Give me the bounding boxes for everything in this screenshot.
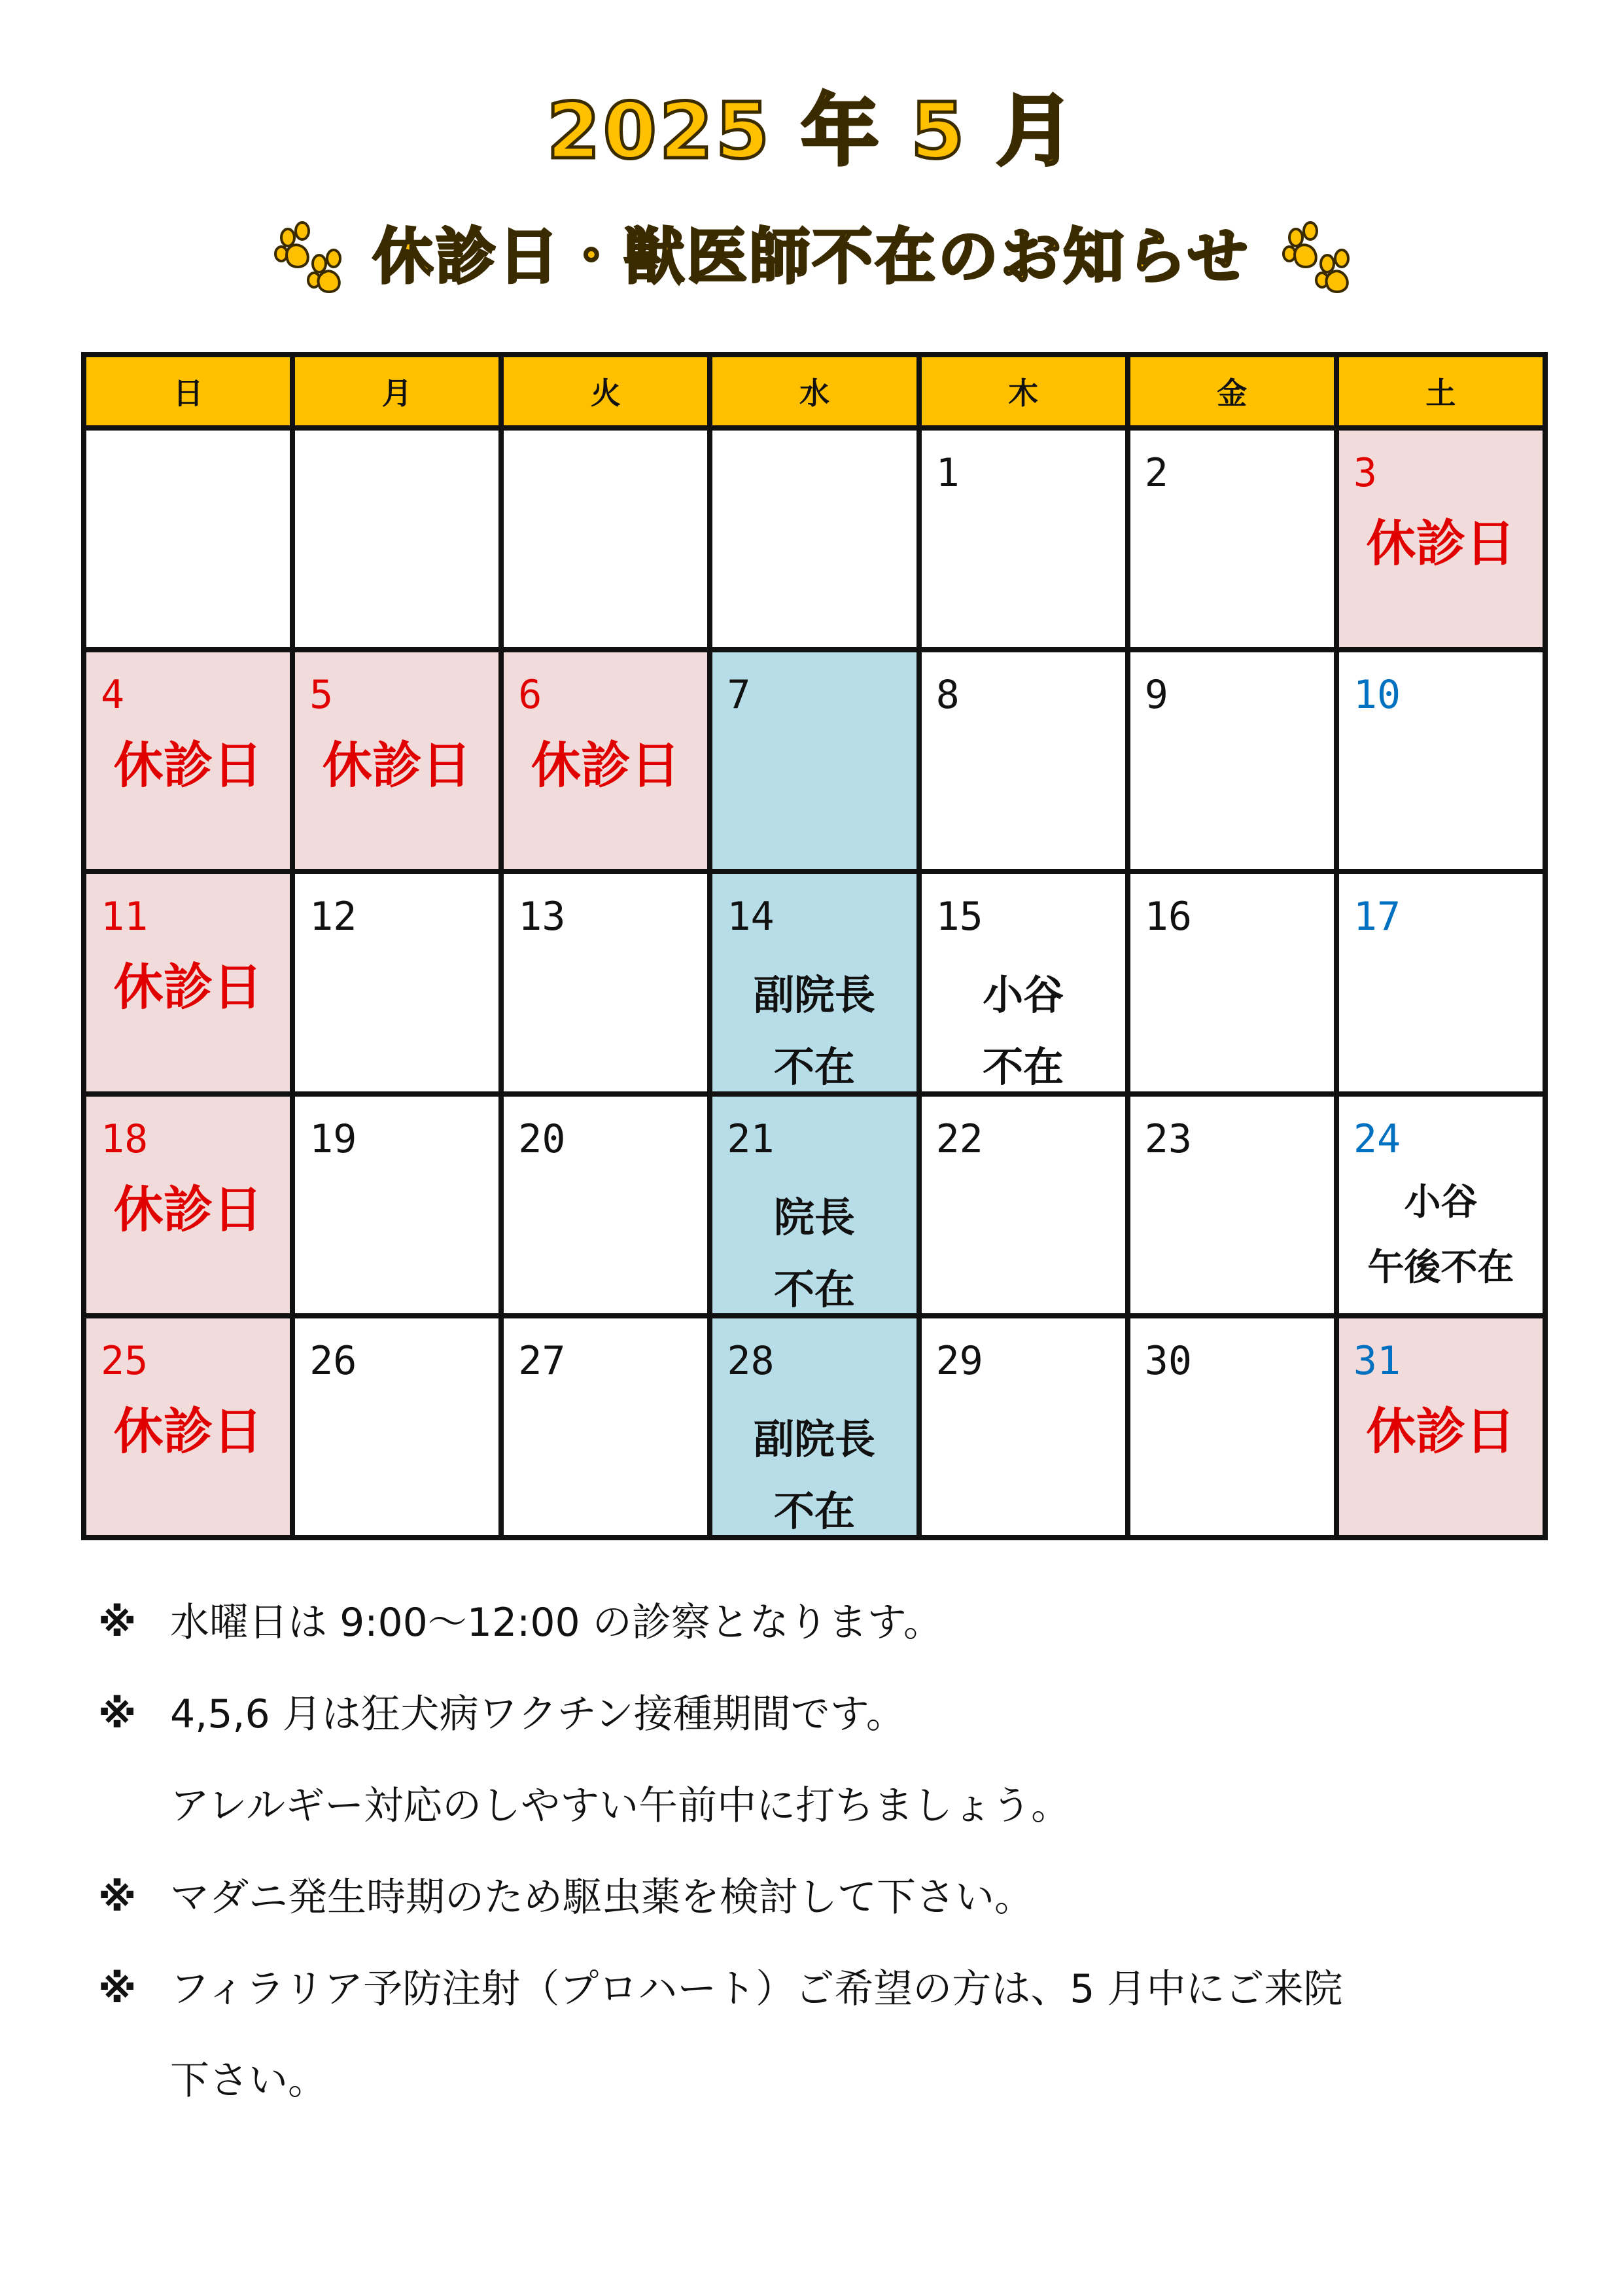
day-number: 6 (518, 672, 542, 718)
day-number: 17 (1353, 894, 1401, 940)
absence-note-line: 不在 (773, 1487, 855, 1535)
calendar-day-cell (86, 1097, 290, 1313)
calendar-day-cell (295, 874, 498, 1091)
calendar-grid (81, 352, 1548, 1540)
day-number: 8 (935, 672, 960, 718)
day-number: 27 (518, 1337, 566, 1384)
note-text: マダニ発生時期のため駆虫薬を検討して下さい。 (170, 1875, 1034, 1920)
absence-note (922, 959, 1125, 1091)
calendar-day-cell (86, 874, 290, 1091)
calendar-day-cell (712, 1318, 916, 1535)
day-number: 29 (935, 1337, 983, 1384)
calendar-day-cell (712, 874, 916, 1091)
day-number: 15 (935, 894, 983, 940)
note-line (98, 1871, 1034, 1924)
calendar-day-cell (504, 431, 707, 647)
calendar-day-cell (922, 874, 1125, 1091)
note-line (98, 1688, 905, 1740)
day-number: 4 (101, 672, 125, 718)
absence-note-line: 不在 (773, 1265, 855, 1313)
note-line (98, 1963, 1342, 2015)
absence-note (1339, 1170, 1543, 1301)
day-number: 21 (727, 1116, 775, 1162)
calendar-day-cell (1339, 1097, 1543, 1313)
day-number: 3 (1353, 450, 1377, 496)
calendar-day-cell (1130, 874, 1334, 1091)
closed-label: 休診日 (113, 958, 263, 1017)
closed-label: 休診日 (1366, 1402, 1516, 1460)
calendar-day-cell (1339, 652, 1543, 869)
calendar-day-cell (295, 652, 498, 869)
calendar-day-cell (1130, 431, 1334, 647)
closed-label: 休診日 (1366, 514, 1516, 573)
day-number: 26 (309, 1337, 357, 1384)
day-number: 10 (1353, 672, 1401, 718)
absence-note-line: 午後不在 (1367, 1246, 1514, 1289)
calendar-day-cell (1339, 1318, 1543, 1535)
closed-label: 休診日 (531, 736, 680, 795)
absence-note-line: 不在 (983, 1043, 1064, 1091)
calendar-day-cell (712, 652, 916, 869)
closed-label: 休診日 (113, 736, 263, 795)
day-number: 5 (309, 672, 334, 718)
note-line (98, 1780, 1070, 1832)
calendar-day-cell (86, 1318, 290, 1535)
calendar-day-cell (922, 1318, 1125, 1535)
note-text: 4,5,6 月は狂犬病ワクチン接種期間です。 (170, 1691, 905, 1737)
page-subtitle: 休診日・獣医師不在のお知らせ (372, 222, 1251, 292)
absence-note (712, 1404, 916, 1535)
day-number: 20 (518, 1116, 566, 1162)
note-mark: ※ (98, 1966, 137, 2012)
note-line (98, 2055, 327, 2107)
day-number: 2 (1144, 450, 1168, 496)
day-number: 12 (309, 894, 357, 940)
note-text: フィラリア予防注射（プロハート）ご希望の方は、5 月中にご来院 (170, 1966, 1343, 2012)
weekday-header: 火 (504, 357, 707, 425)
note-line (98, 1597, 943, 1649)
day-number: 14 (727, 894, 775, 940)
calendar-day-cell (1130, 1318, 1334, 1535)
absence-note-line: 院長 (773, 1193, 855, 1241)
absence-note-line: 副院長 (753, 1415, 875, 1463)
calendar-day-cell (922, 431, 1125, 647)
page-title: 2025 年 5 月 (546, 86, 1077, 176)
note-text: 下さい。 (170, 2058, 327, 2104)
weekday-header: 月 (295, 357, 498, 425)
day-number: 22 (935, 1116, 983, 1162)
weekday-header: 金 (1130, 357, 1334, 425)
calendar-day-cell (1130, 652, 1334, 869)
calendar-day-cell (295, 1097, 498, 1313)
calendar-day-cell (86, 431, 290, 647)
calendar-day-cell (1130, 1097, 1334, 1313)
subtitle-row (0, 208, 1623, 306)
day-number: 1 (935, 450, 960, 496)
day-number: 9 (1144, 672, 1168, 718)
absence-note-line: 小谷 (1404, 1180, 1478, 1224)
closed-label: 休診日 (322, 736, 472, 795)
day-number: 16 (1144, 894, 1192, 940)
day-number: 11 (101, 894, 148, 940)
weekday-header: 木 (922, 357, 1125, 425)
calendar-day-cell (712, 431, 916, 647)
calendar-day-cell (712, 1097, 916, 1313)
note-mark: ※ (98, 1600, 137, 1646)
closed-label: 休診日 (113, 1402, 263, 1460)
paw-icon (268, 218, 347, 296)
weekday-header: 土 (1339, 357, 1543, 425)
closed-label: 休診日 (113, 1180, 263, 1239)
day-number: 19 (309, 1116, 357, 1162)
day-number: 24 (1353, 1116, 1401, 1162)
calendar-day-cell (1339, 874, 1543, 1091)
day-number: 23 (1144, 1116, 1192, 1162)
absence-note (712, 959, 916, 1091)
calendar-day-cell (1339, 431, 1543, 647)
calendar-day-cell (504, 1318, 707, 1535)
calendar-day-cell (504, 1097, 707, 1313)
calendar-day-cell (504, 652, 707, 869)
day-number: 13 (518, 894, 566, 940)
day-number: 25 (101, 1337, 148, 1384)
weekday-header: 水 (712, 357, 916, 425)
absence-note (712, 1182, 916, 1313)
note-mark: ※ (98, 1691, 137, 1737)
note-text: 水曜日は 9:00～12:00 の診察となります。 (170, 1600, 943, 1646)
paw-icon (1276, 218, 1355, 296)
calendar-day-cell (295, 1318, 498, 1535)
day-number: 31 (1353, 1337, 1401, 1384)
day-number: 7 (727, 672, 751, 718)
note-text: アレルギー対応のしやすい午前中に打ちましょう。 (170, 1783, 1071, 1829)
calendar-day-cell (86, 652, 290, 869)
day-number: 28 (727, 1337, 775, 1384)
day-number: 30 (1144, 1337, 1192, 1384)
calendar-day-cell (295, 431, 498, 647)
absence-note-line: 不在 (773, 1043, 855, 1091)
calendar-day-cell (504, 874, 707, 1091)
calendar-day-cell (922, 1097, 1125, 1313)
absence-note-line: 小谷 (983, 971, 1064, 1019)
weekday-header: 日 (86, 357, 290, 425)
absence-note-line: 副院長 (753, 971, 875, 1019)
day-number: 18 (101, 1116, 148, 1162)
note-mark: ※ (98, 1875, 137, 1920)
calendar-day-cell (922, 652, 1125, 869)
